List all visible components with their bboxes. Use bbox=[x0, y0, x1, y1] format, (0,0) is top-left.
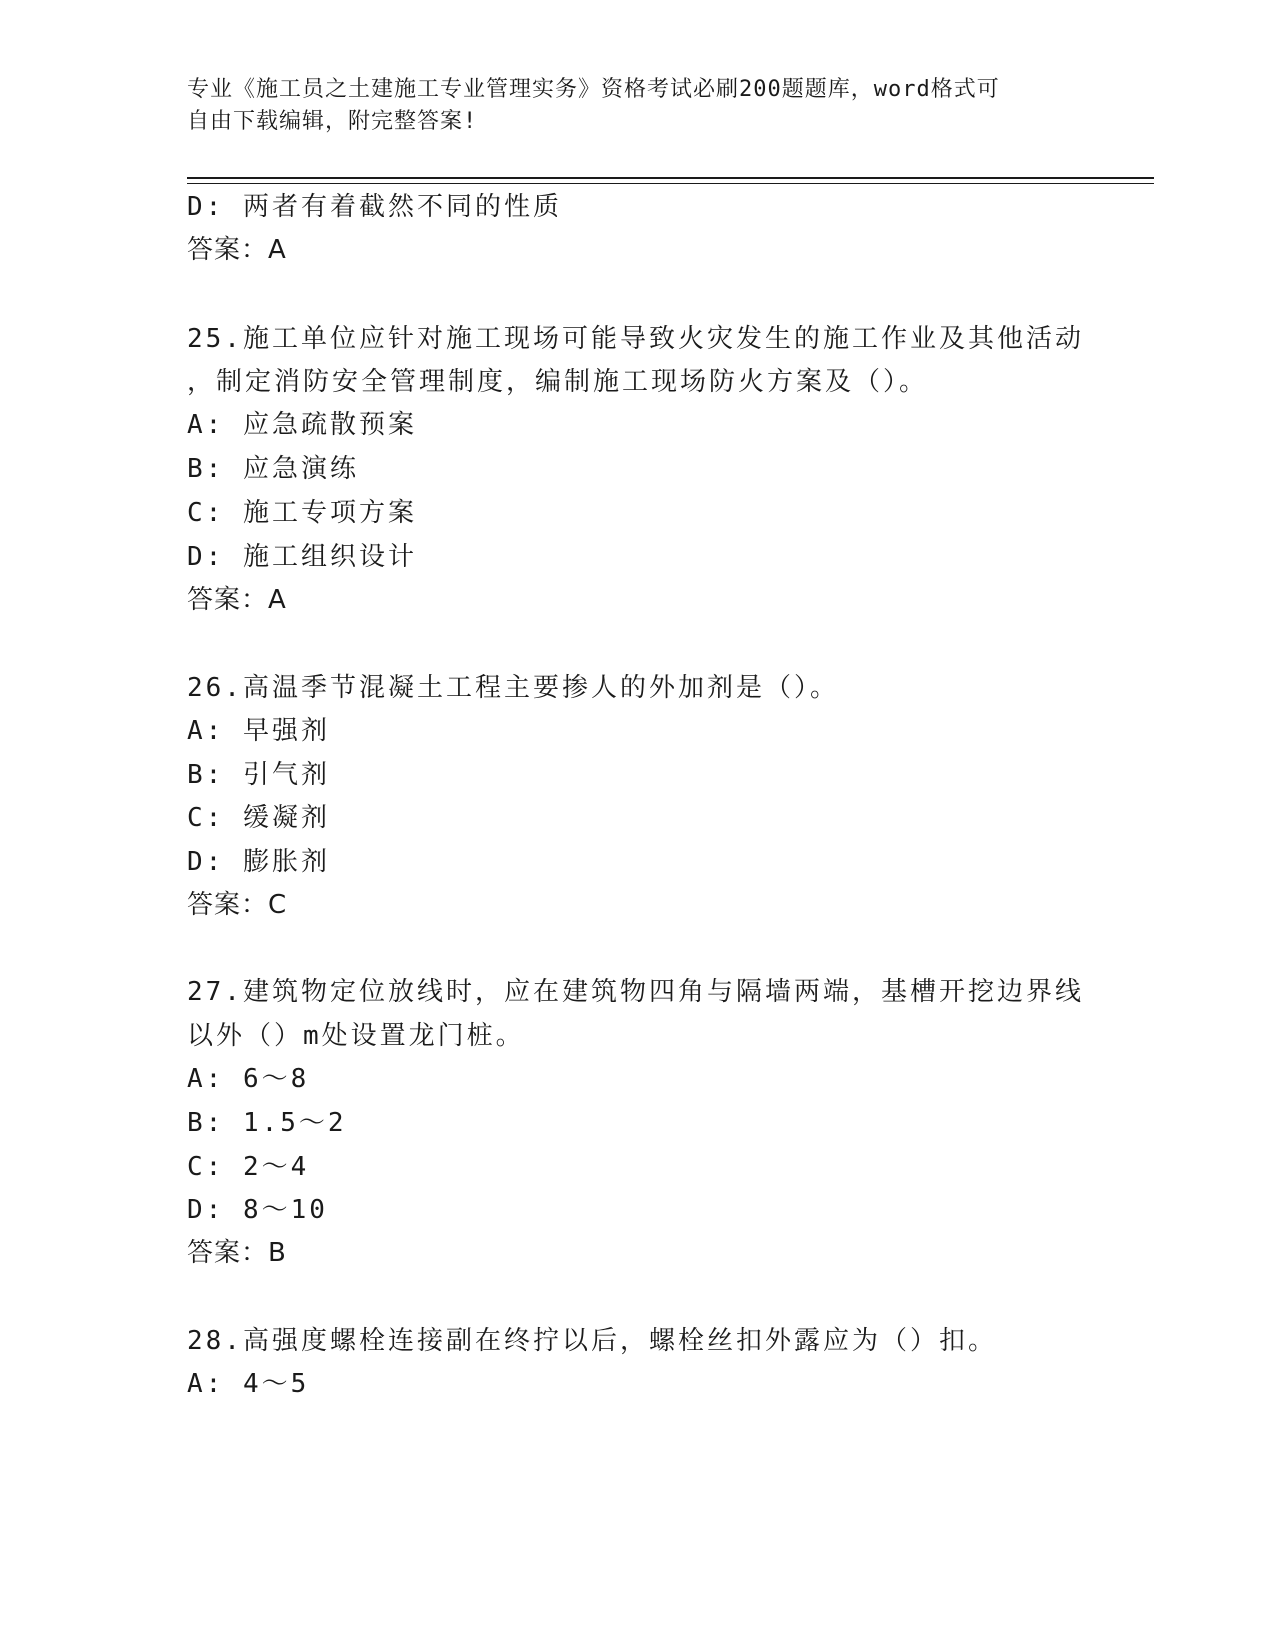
q27-stem-line-1: 27.建筑物定位放线时，应在建筑物四角与隔墙两端，基槽开挖边界线 bbox=[187, 977, 1084, 1007]
q27-answer: 答案：B bbox=[187, 1238, 287, 1268]
q26-option-d: D: 膨胀剂 bbox=[187, 847, 330, 877]
q25-option-c: C: 施工专项方案 bbox=[187, 498, 417, 528]
q28-option-a: A: 4～5 bbox=[187, 1369, 310, 1399]
q26-option-c: C: 缓凝剂 bbox=[187, 803, 330, 833]
q27-option-c: C: 2～4 bbox=[187, 1152, 310, 1182]
q25-stem-line-2: ，制定消防安全管理制度，编制施工现场防火方案及（）。 bbox=[187, 367, 929, 397]
q25-option-b: B: 应急演练 bbox=[187, 454, 359, 484]
q26-answer: 答案：C bbox=[187, 890, 288, 920]
q25-option-a: A: 应急疏散预案 bbox=[187, 410, 417, 440]
header-divider-thin bbox=[187, 183, 1154, 184]
q26-option-a: A: 早强剂 bbox=[187, 716, 330, 746]
document-header bbox=[187, 74, 1087, 138]
q25-answer: 答案：A bbox=[187, 585, 287, 615]
q26-stem-line-1: 26.高温季节混凝土工程主要掺人的外加剂是（）。 bbox=[187, 673, 839, 703]
header-divider-thick bbox=[187, 177, 1154, 179]
q27-option-b: B: 1.5～2 bbox=[187, 1108, 347, 1138]
q27-stem-line-2: 以外（）m处设置龙门桩。 bbox=[187, 1021, 525, 1051]
q25-stem-line-1: 25.施工单位应针对施工现场可能导致火灾发生的施工作业及其他活动 bbox=[187, 324, 1084, 354]
header-line-2: 自由下载编辑，附完整答案! bbox=[187, 109, 478, 134]
q26-option-b: B: 引气剂 bbox=[187, 760, 330, 790]
q28-stem-line-1: 28.高强度螺栓连接副在终拧以后，螺栓丝扣外露应为（）扣。 bbox=[187, 1326, 997, 1356]
prev-question-answer: 答案：A bbox=[187, 235, 287, 265]
header-line-1: 专业《施工员之土建施工专业管理实务》资格考试必刷200题题库，word格式可 bbox=[187, 77, 1000, 102]
q27-option-d: D: 8～10 bbox=[187, 1195, 328, 1225]
q27-option-a: A: 6～8 bbox=[187, 1064, 310, 1094]
prev-question-option-d: D: 两者有着截然不同的性质 bbox=[187, 192, 562, 222]
q25-option-d: D: 施工组织设计 bbox=[187, 542, 417, 572]
